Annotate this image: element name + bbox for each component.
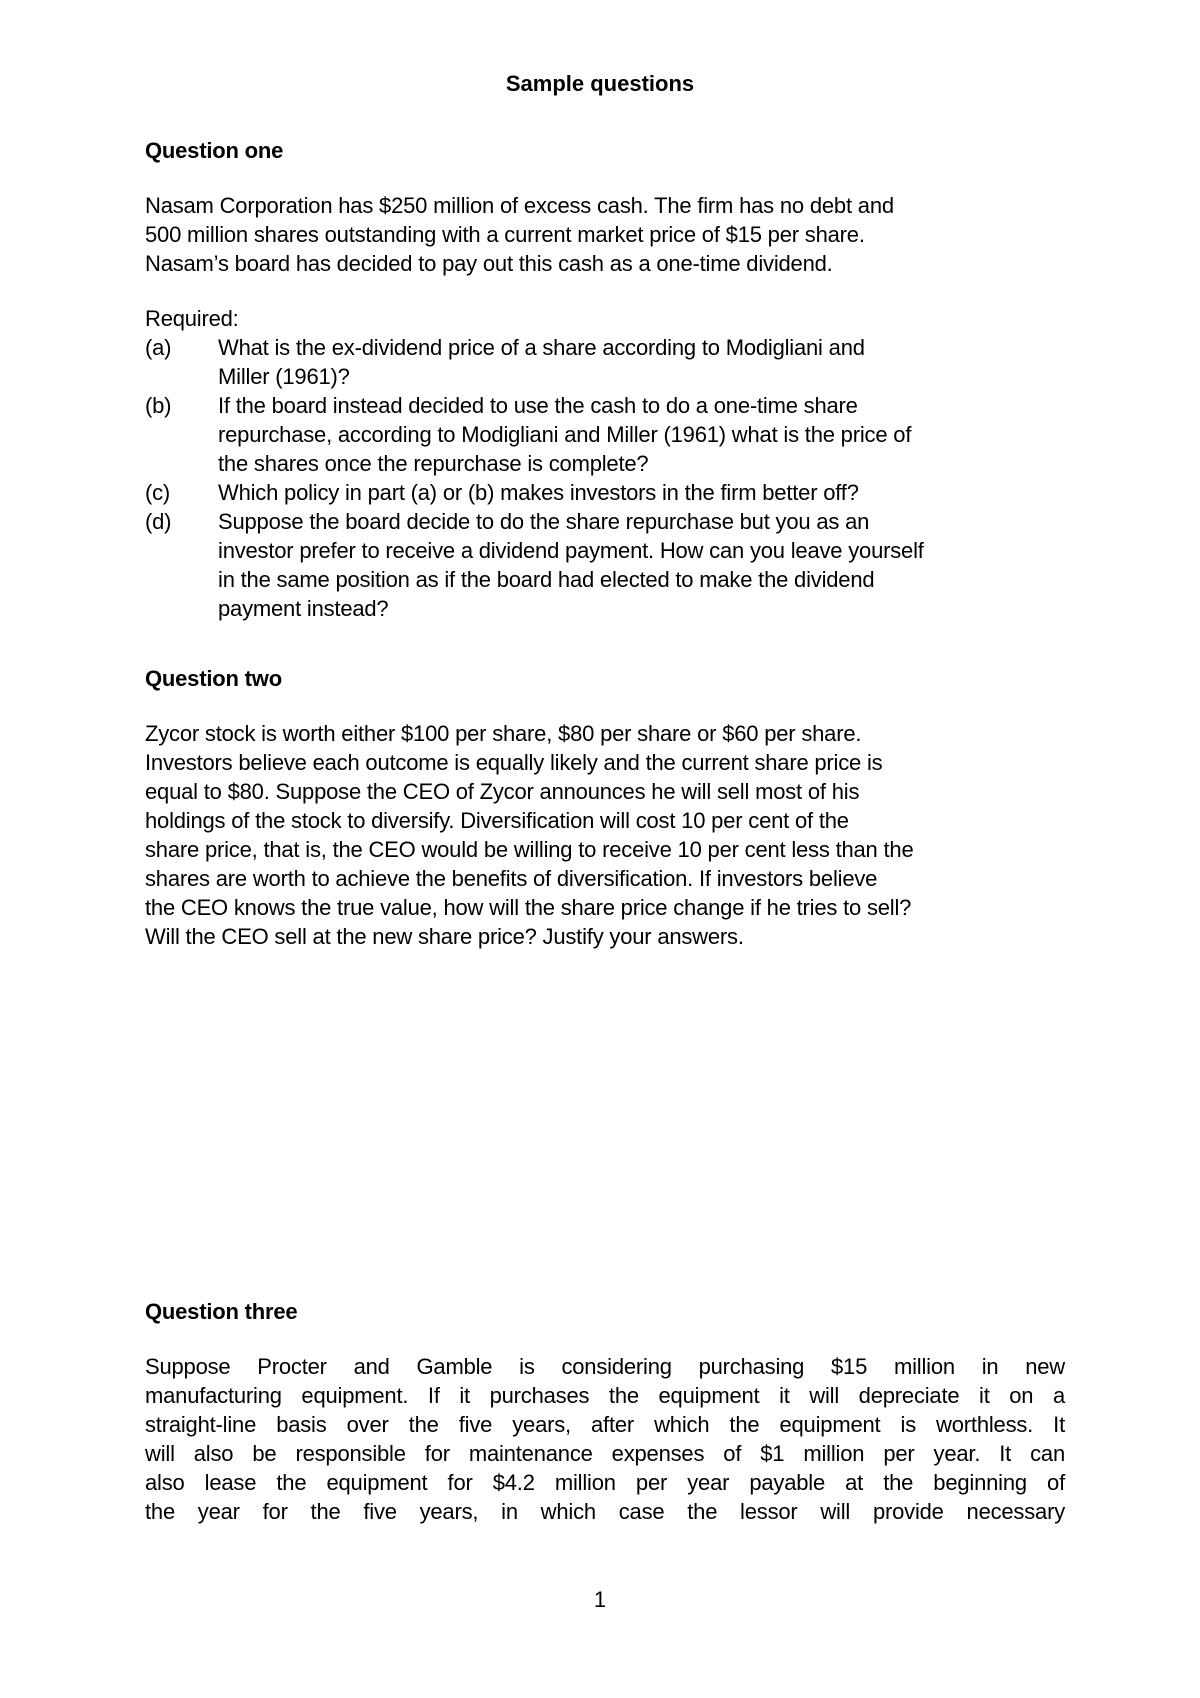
question-one-section [145, 136, 1065, 623]
question-three-line: Suppose Procter and Gamble is considering purchasing $15 million in new [145, 1354, 1065, 1379]
question-three-line: will also be responsible for maintenance expenses of $1 million per year. It can [145, 1441, 1065, 1466]
question-one-intro-line: Nasam’s board has decided to pay out this cash as a one-time dividend. [145, 251, 833, 276]
question-one-heading: Question one [145, 138, 284, 163]
part-line: in the same position as if the board had elected to make the dividend [218, 567, 875, 592]
question-three-line: the year for the five years, in which case the lessor will provide necessary [145, 1499, 1065, 1524]
part-text [218, 333, 1065, 391]
required-part-c [145, 478, 1065, 507]
question-two-line: Will the CEO sell at the new share price? Justify your answers. [145, 924, 744, 949]
part-line: the shares once the repurchase is complete? [218, 451, 649, 476]
part-line: repurchase, according to Modigliani and Miller (1961) what is the price of [218, 422, 912, 447]
question-three-line: manufacturing equipment. If it purchases the equipment it will depreciate it on a [145, 1383, 1065, 1408]
question-one-intro-line: 500 million shares outstanding with a current market price of $15 per share. [145, 222, 865, 247]
document-title: Sample questions [505, 71, 695, 96]
part-text [218, 507, 1065, 623]
part-label: (d) [145, 509, 172, 534]
question-one-intro-line: Nasam Corporation has $250 million of excess cash. The firm has no debt and [145, 193, 894, 218]
question-two-line: share price, that is, the CEO would be willing to receive 10 per cent less than the [145, 837, 914, 862]
part-text [218, 391, 1065, 478]
part-line: Which policy in part (a) or (b) makes investors in the firm better off? [218, 480, 859, 505]
question-three-section [145, 1297, 1065, 1526]
required-part-b [145, 391, 1065, 478]
required-label: Required: [145, 306, 239, 331]
question-two-line: Investors believe each outcome is equally likely and the current share price is [145, 750, 883, 775]
part-label: (c) [145, 480, 171, 505]
question-two-line: equal to $80. Suppose the CEO of Zycor announces he will sell most of his [145, 779, 860, 804]
part-line: Suppose the board decide to do the share repurchase but you as an [218, 509, 870, 534]
part-line: payment instead? [218, 596, 389, 621]
question-two-heading: Question two [145, 666, 282, 691]
part-line: What is the ex-dividend price of a share according to Modigliani and [218, 335, 865, 360]
required-parts-list [145, 333, 1065, 623]
question-two-line: the CEO knows the true value, how will the share price change if he tries to sell? [145, 895, 912, 920]
question-three-heading: Question three [145, 1299, 298, 1324]
question-two-line: Zycor stock is worth either $100 per share, $80 per share or $60 per share. [145, 721, 862, 746]
part-line: investor prefer to receive a dividend payment. How can you leave yourself [218, 538, 924, 563]
question-two-line: shares are worth to achieve the benefits of diversification. If investors believe [145, 866, 878, 891]
required-part-d [145, 507, 1065, 623]
part-line: If the board instead decided to use the cash to do a one-time share [218, 393, 858, 418]
part-label: (a) [145, 335, 172, 360]
part-label: (b) [145, 393, 172, 418]
page-number: 1 [593, 1587, 607, 1612]
part-line: Miller (1961)? [218, 364, 350, 389]
required-part-a [145, 333, 1065, 391]
question-two-line: holdings of the stock to diversify. Diversification will cost 10 per cent of the [145, 808, 849, 833]
question-two-section [145, 664, 1065, 951]
question-three-line: straight-line basis over the five years, after which the equipment is worthless. It [145, 1412, 1065, 1437]
part-text [218, 478, 1065, 507]
question-three-line: also lease the equipment for $4.2 million per year payable at the beginning of [145, 1470, 1065, 1495]
